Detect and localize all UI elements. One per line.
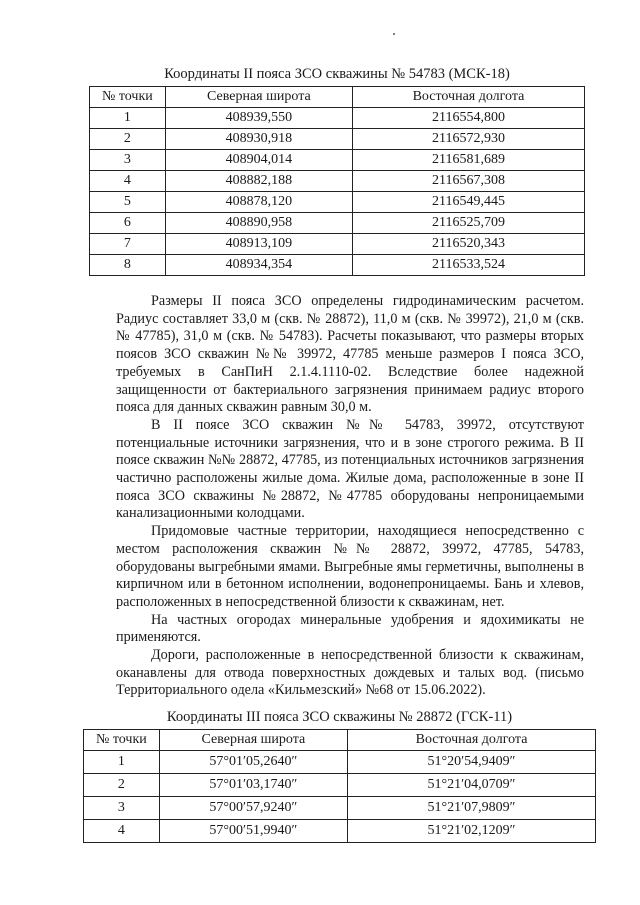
table1-row-cell: 7 bbox=[90, 234, 166, 255]
table2-row bbox=[84, 774, 596, 797]
table2-row bbox=[84, 820, 596, 843]
table2-row-cell: 51°20′54,9409″ bbox=[348, 751, 596, 774]
table2-row-cell: 4 bbox=[84, 820, 160, 843]
table1-row bbox=[90, 108, 585, 129]
paragraph: Дороги, расположенные в непосредственной близости к скважинам, оканавлены для отвода поверхностных дождевых и талых вод. (письмо Территориального одела «Кильмезский» №68 от 15.06.2022). bbox=[116, 647, 584, 699]
table1-header-cell: Северная широта bbox=[165, 87, 352, 108]
table1-row-cell: 6 bbox=[90, 213, 166, 234]
table1-row-cell: 408930,918 bbox=[165, 129, 352, 150]
table1-row-cell: 2 bbox=[90, 129, 166, 150]
table1-row-cell: 408878,120 bbox=[165, 192, 352, 213]
table2-row-cell: 1 bbox=[84, 751, 160, 774]
table2-row-cell: 51°21′02,1209″ bbox=[348, 820, 596, 843]
table2-caption: Координаты III пояса ЗСО скважины № 28872 (ГСК-11) bbox=[166, 709, 513, 725]
table1-row-cell: 2116533,524 bbox=[352, 255, 584, 276]
table1-header-row bbox=[90, 87, 585, 108]
document-body bbox=[116, 293, 584, 700]
table1-row-cell: 8 bbox=[90, 255, 166, 276]
table2-header-cell: Восточная долгота bbox=[348, 730, 596, 751]
table1-row-cell: 2116525,709 bbox=[352, 213, 584, 234]
table1-row-cell: 3 bbox=[90, 150, 166, 171]
table1-header-cell: Восточная долгота bbox=[352, 87, 584, 108]
table1-row-cell: 2116572,930 bbox=[352, 129, 584, 150]
table2-header-row bbox=[84, 730, 596, 751]
table1-row bbox=[90, 213, 585, 234]
table2 bbox=[83, 729, 596, 843]
table1-row-cell: 2116520,343 bbox=[352, 234, 584, 255]
table1-row bbox=[90, 234, 585, 255]
table2-row-cell: 51°21′07,9809″ bbox=[348, 797, 596, 820]
table1-row bbox=[90, 171, 585, 192]
table2-row-cell: 57°00′51,9940″ bbox=[159, 820, 347, 843]
table1-row bbox=[90, 150, 585, 171]
paragraph: На частных огородах минеральные удобрения и ядохимикаты не применяются. bbox=[116, 611, 584, 646]
table2-row-cell: 57°01′03,1740″ bbox=[159, 774, 347, 797]
table2-row bbox=[84, 797, 596, 820]
table2-header-cell: Северная широта bbox=[159, 730, 347, 751]
table2-row-cell: 2 bbox=[84, 774, 160, 797]
table2-row-cell: 57°01′05,2640″ bbox=[159, 751, 347, 774]
table1-row-cell: 408882,188 bbox=[165, 171, 352, 192]
scan-speck bbox=[393, 33, 395, 35]
table2-header-cell: № точки bbox=[84, 730, 160, 751]
table1-row-cell: 408913,109 bbox=[165, 234, 352, 255]
table1-row-cell: 408904,014 bbox=[165, 150, 352, 171]
table1-row-cell: 1 bbox=[90, 108, 166, 129]
table1-row-cell: 408890,958 bbox=[165, 213, 352, 234]
table1 bbox=[89, 86, 585, 276]
table1-caption: Координаты II пояса ЗСО скважины № 54783 (МСК-18) bbox=[164, 66, 510, 82]
table1-row-cell: 2116549,445 bbox=[352, 192, 584, 213]
paragraph: В II поясе ЗСО скважин №№ 54783, 39972, отсутствуют потенциальные источники загрязнения, что и в зоне строгого режима. В II поясе скважин №№ 28872, 47785, из потенциальных источников загрязнения частично расположены жилые дома. Жилые дома, расположенные в зоне II пояса ЗСО скважины №28872, №47785 оборудованы непроницаемыми канализационными колодцами. bbox=[116, 416, 584, 522]
table1-row bbox=[90, 192, 585, 213]
paragraph: Придомовые частные территории, находящиеся непосредственно с местом расположения скважин №№ 28872, 39972, 47785, 54783, оборудованы выгребными ямами. Выгребные ямы герметичны, выполнены в кирпичном или в бетонном исполнении, водонепроницаемы. Бань и хлевов, расположенных в непосредственной близости к скважинам, нет. bbox=[116, 523, 584, 610]
paragraph: Размеры II пояса ЗСО определены гидродинамическим расчетом. Радиус составляет 33,0 м (скв. № 28872), 11,0 м (скв. № 39972), 21,0 м (скв. № 47785), 31,0 м (скв. № 54783). Расчеты показывают, что размеры вторых поясов ЗСО скважин №№ 39972, 47785 меньше размеров I пояса ЗСО, требуемых в СанПиН 2.1.4.1110-02. Вследствие более надежной защищенности от бактериального загрязнения принимаем радиус второго пояса для данных скважин равным 30,0 м. bbox=[116, 293, 584, 416]
table1-row-cell: 2116567,308 bbox=[352, 171, 584, 192]
table1-row bbox=[90, 129, 585, 150]
table1-row-cell: 408934,354 bbox=[165, 255, 352, 276]
table1-header-cell: № точки bbox=[90, 87, 166, 108]
table1-row-cell: 2116581,689 bbox=[352, 150, 584, 171]
table2-row-cell: 51°21′04,0709″ bbox=[348, 774, 596, 797]
table2-row-cell: 3 bbox=[84, 797, 160, 820]
table2-row-cell: 57°00′57,9240″ bbox=[159, 797, 347, 820]
table1-row-cell: 5 bbox=[90, 192, 166, 213]
table1-row-cell: 408939,550 bbox=[165, 108, 352, 129]
table1-row-cell: 4 bbox=[90, 171, 166, 192]
table2-row bbox=[84, 751, 596, 774]
table1-row-cell: 2116554,800 bbox=[352, 108, 584, 129]
table1-row bbox=[90, 255, 585, 276]
